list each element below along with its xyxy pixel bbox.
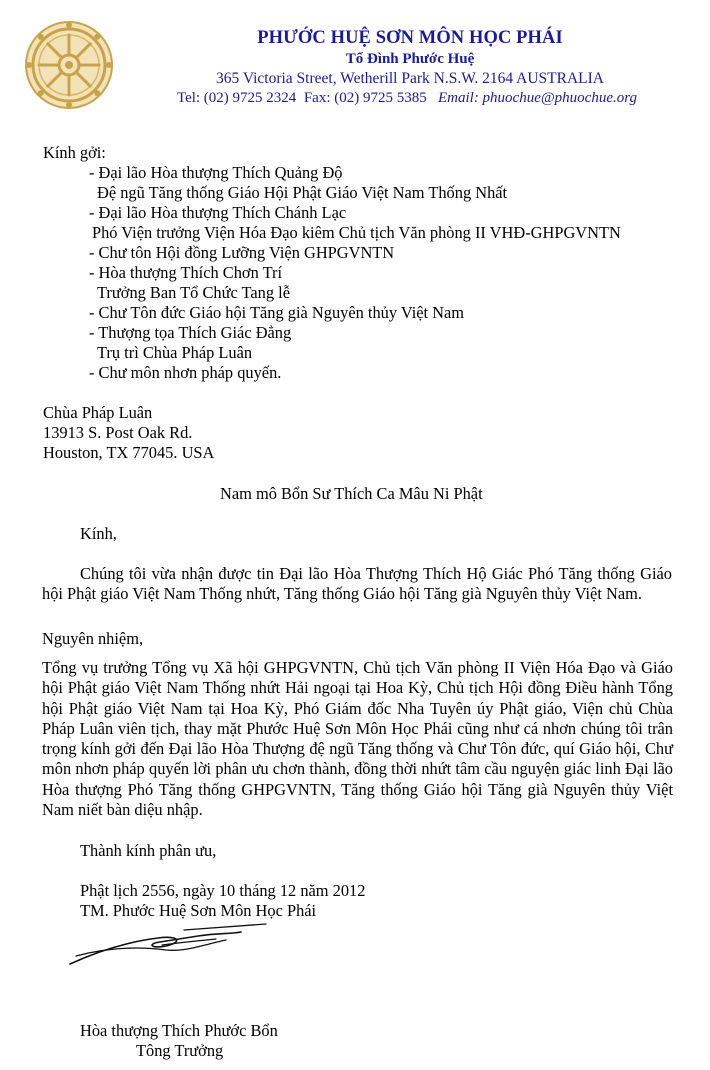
recipient-line: Đệ ngũ Tăng thống Giáo Hội Phật Giáo Việt Nam Thống Nhất [97, 183, 508, 202]
recipient-line: - Đại lão Hòa thượng Thích Chánh Lạc [89, 203, 347, 222]
recipient-line: - Chư môn nhơn pháp quyến. [89, 363, 282, 382]
recipient-line: - Đại lão Hòa thượng Thích Quảng Độ [89, 163, 343, 182]
closing: Thành kính phân ưu, [80, 841, 217, 860]
letterhead-email: Email: phuochue@phuochue.org [437, 90, 638, 106]
date-line: Phật lịch 2556, ngày 10 tháng 12 năm 2012 [80, 881, 366, 900]
recipient-line: Phó Viện trưởng Viện Hóa Đạo kiêm Chủ tịch Văn phòng II VHĐ-GHPGVNTN [92, 223, 621, 242]
recipient-line: Trụ trì Chùa Pháp Luân [97, 343, 253, 362]
paragraph-2: Tổng vụ trưởng Tổng vụ Xã hội GHPGVNTN, Chủ tịch Văn phòng II Viện Hóa Đạo và Giáo hội Phật giáo Việt Nam Thống nhứt Hải ngoại tại Hoa Kỳ, Chủ tịch Hội đồng Điều hành Tổng hội Phật giáo Việt Nam tại Hoa Kỳ, Phó Giám đốc Nha Tuyên úy Phật giáo, Viện chủ Chùa Pháp Luân viên tịch, thay mặt Phước Huệ Sơn Môn Học Phái cũng như cá nhơn chúng tôi trân trọng kính gởi đến Đại lão Hòa Thượng đệ ngũ Tăng thống và Chư Tôn đức, quí Giáo hội, Chư môn nhơn pháp quyến lời phân ưu chơn thành, đồng thời nhứt tâm cầu nguyện giác linh Đại lão Hòa thượng Phó Tăng thống GHPGVNTN, Tăng thống Giáo hội Tăng già Nguyên thủy Việt Nam niết bàn diệu nhập. [42, 658, 673, 820]
greeting: Kính, [80, 524, 117, 543]
recipient-line: - Hòa thượng Thích Chơn Trí [89, 263, 283, 282]
recipient-line: - Thượng tọa Thích Giác Đẳng [89, 323, 292, 342]
address-line: Chùa Pháp Luân [43, 403, 153, 422]
handwritten-signature [66, 922, 276, 968]
letterhead-tel: Tel: (02) 9725 2324 [176, 90, 297, 106]
invocation: Nam mô Bổn Sư Thích Ca Mâu Ni Phật [220, 484, 483, 503]
dharma-wheel-logo [24, 20, 114, 110]
recipient-line: Trưởng Ban Tổ Chức Tang lễ [97, 283, 290, 302]
paragraph-1: Chúng tôi vừa nhận được tin Đại lão Hòa Thượng Thích Hộ Giác Phó Tăng thống Giáo hội Phật giáo Việt Nam Thống nhứt, Tăng thống Giáo hội Tăng già Nguyên thủy Việt Nam. [42, 564, 672, 604]
recipient-line: - Chư tôn Hội đồng Lưỡng Viện GHPGVNTN [89, 243, 395, 262]
letterhead-contact [104, 90, 710, 107]
recipient-line: - Chư Tôn đức Giáo hội Tăng già Nguyên thủy Việt Nam [89, 303, 465, 322]
letterhead-fax: Fax: (02) 9725 5385 [303, 90, 427, 106]
letterhead-address: 365 Victoria Street, Wetherill Park N.S.W. 2164 AUSTRALIA [215, 70, 604, 87]
letterhead-subtitle: Tổ Đình Phước Huệ [345, 51, 475, 67]
signer-name: Hòa thượng Thích Phước Bổn [80, 1021, 278, 1040]
letterhead-title: PHƯỚC HUỆ SƠN MÔN HỌC PHÁI [257, 28, 563, 48]
address-line: 13913 S. Post Oak Rd. [43, 423, 193, 442]
salutation: Kính gởi: [43, 143, 106, 162]
signer-title: Tông Trưởng [136, 1041, 224, 1060]
label-nguyen-nhiem: Nguyên nhiệm, [42, 629, 144, 648]
on-behalf-line: TM. Phước Huệ Sơn Môn Học Phái [80, 901, 317, 920]
address-line: Houston, TX 77045. USA [43, 443, 215, 462]
